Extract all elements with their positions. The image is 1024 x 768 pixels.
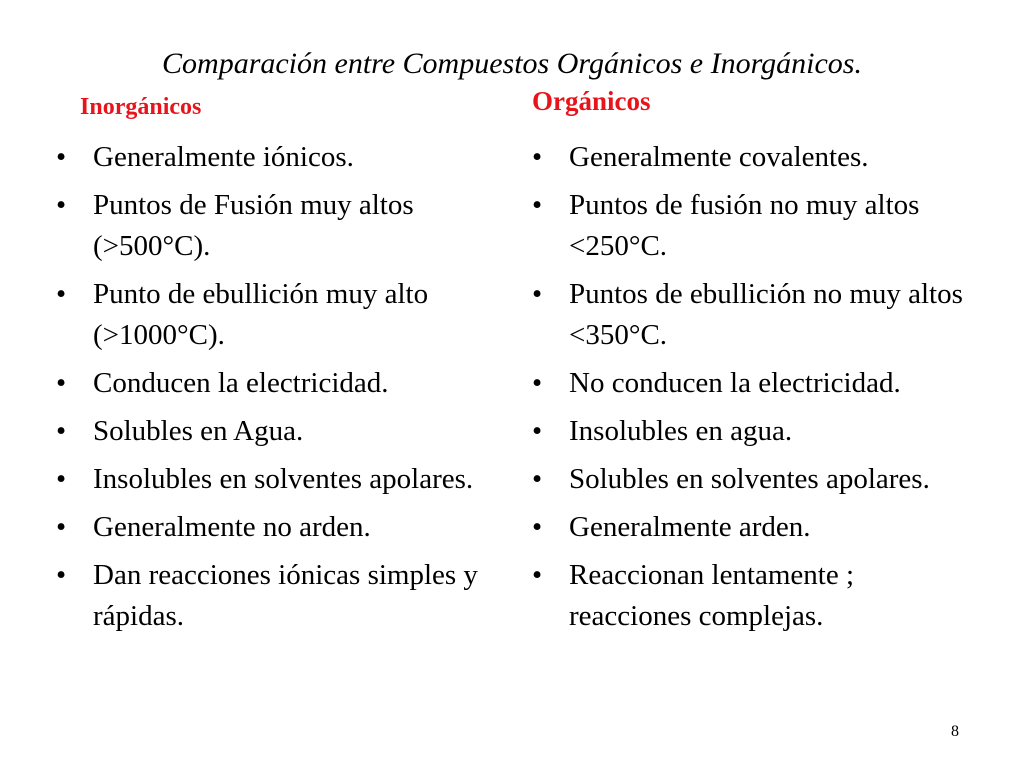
bullet-icon: •	[56, 141, 67, 173]
page-number: 8	[951, 723, 959, 740]
list-item	[532, 363, 982, 404]
list-item	[56, 459, 496, 500]
list-item-text: Puntos de Fusión muy altos (>500°C).	[93, 189, 414, 262]
list-item	[532, 555, 982, 637]
list-item-text: Insolubles en agua.	[569, 415, 793, 447]
bullet-icon: •	[532, 511, 543, 543]
bullet-icon: •	[56, 559, 67, 591]
list-item-text: Solubles en solventes apolares.	[569, 463, 930, 495]
list-item-text: Punto de ebullición muy alto (>1000°C).	[93, 278, 429, 351]
list-item-text: Generalmente covalentes.	[569, 141, 869, 173]
list-item-text: Generalmente iónicos.	[93, 141, 354, 173]
list-item	[532, 411, 982, 452]
organic-heading: Orgánicos	[532, 86, 651, 116]
list-item	[56, 411, 496, 452]
inorganic-properties-list	[56, 137, 496, 644]
list-item-text: Puntos de fusión no muy altos <250°C.	[569, 189, 920, 262]
bullet-icon: •	[56, 367, 67, 399]
inorganic-heading: Inorgánicos	[80, 94, 202, 120]
list-item	[56, 274, 496, 356]
list-item-text: Generalmente no arden.	[93, 511, 371, 543]
bullet-icon: •	[532, 463, 543, 495]
bullet-icon: •	[532, 559, 543, 591]
list-item	[56, 363, 496, 404]
list-item	[532, 459, 982, 500]
bullet-icon: •	[532, 189, 543, 221]
list-item	[56, 507, 496, 548]
list-item	[532, 507, 982, 548]
list-item	[532, 185, 982, 267]
slide-title: Comparación entre Compuestos Orgánicos e Inorgánicos.	[162, 47, 862, 80]
bullet-icon: •	[532, 141, 543, 173]
bullet-icon: •	[532, 367, 543, 399]
list-item	[56, 185, 496, 267]
list-item-text: Solubles en Agua.	[93, 415, 304, 447]
list-item-text: Dan reacciones iónicas simples y rápidas.	[93, 559, 478, 632]
bullet-icon: •	[532, 278, 543, 310]
list-item	[532, 137, 982, 178]
bullet-icon: •	[532, 415, 543, 447]
list-item	[56, 137, 496, 178]
bullet-icon: •	[56, 511, 67, 543]
list-item-text: Reaccionan lentamente ; reacciones complejas.	[569, 559, 855, 632]
organic-properties-list	[532, 137, 982, 644]
bullet-icon: •	[56, 415, 67, 447]
list-item-text: Conducen la electricidad.	[93, 367, 389, 399]
list-item	[56, 555, 496, 637]
bullet-icon: •	[56, 278, 67, 310]
list-item-text: Insolubles en solventes apolares.	[93, 463, 474, 495]
list-item	[532, 274, 982, 356]
list-item-text: Generalmente arden.	[569, 511, 811, 543]
bullet-icon: •	[56, 189, 67, 221]
list-item-text: No conducen la electricidad.	[569, 367, 901, 399]
bullet-icon: •	[56, 463, 67, 495]
list-item-text: Puntos de ebullición no muy altos <350°C.	[569, 278, 963, 351]
